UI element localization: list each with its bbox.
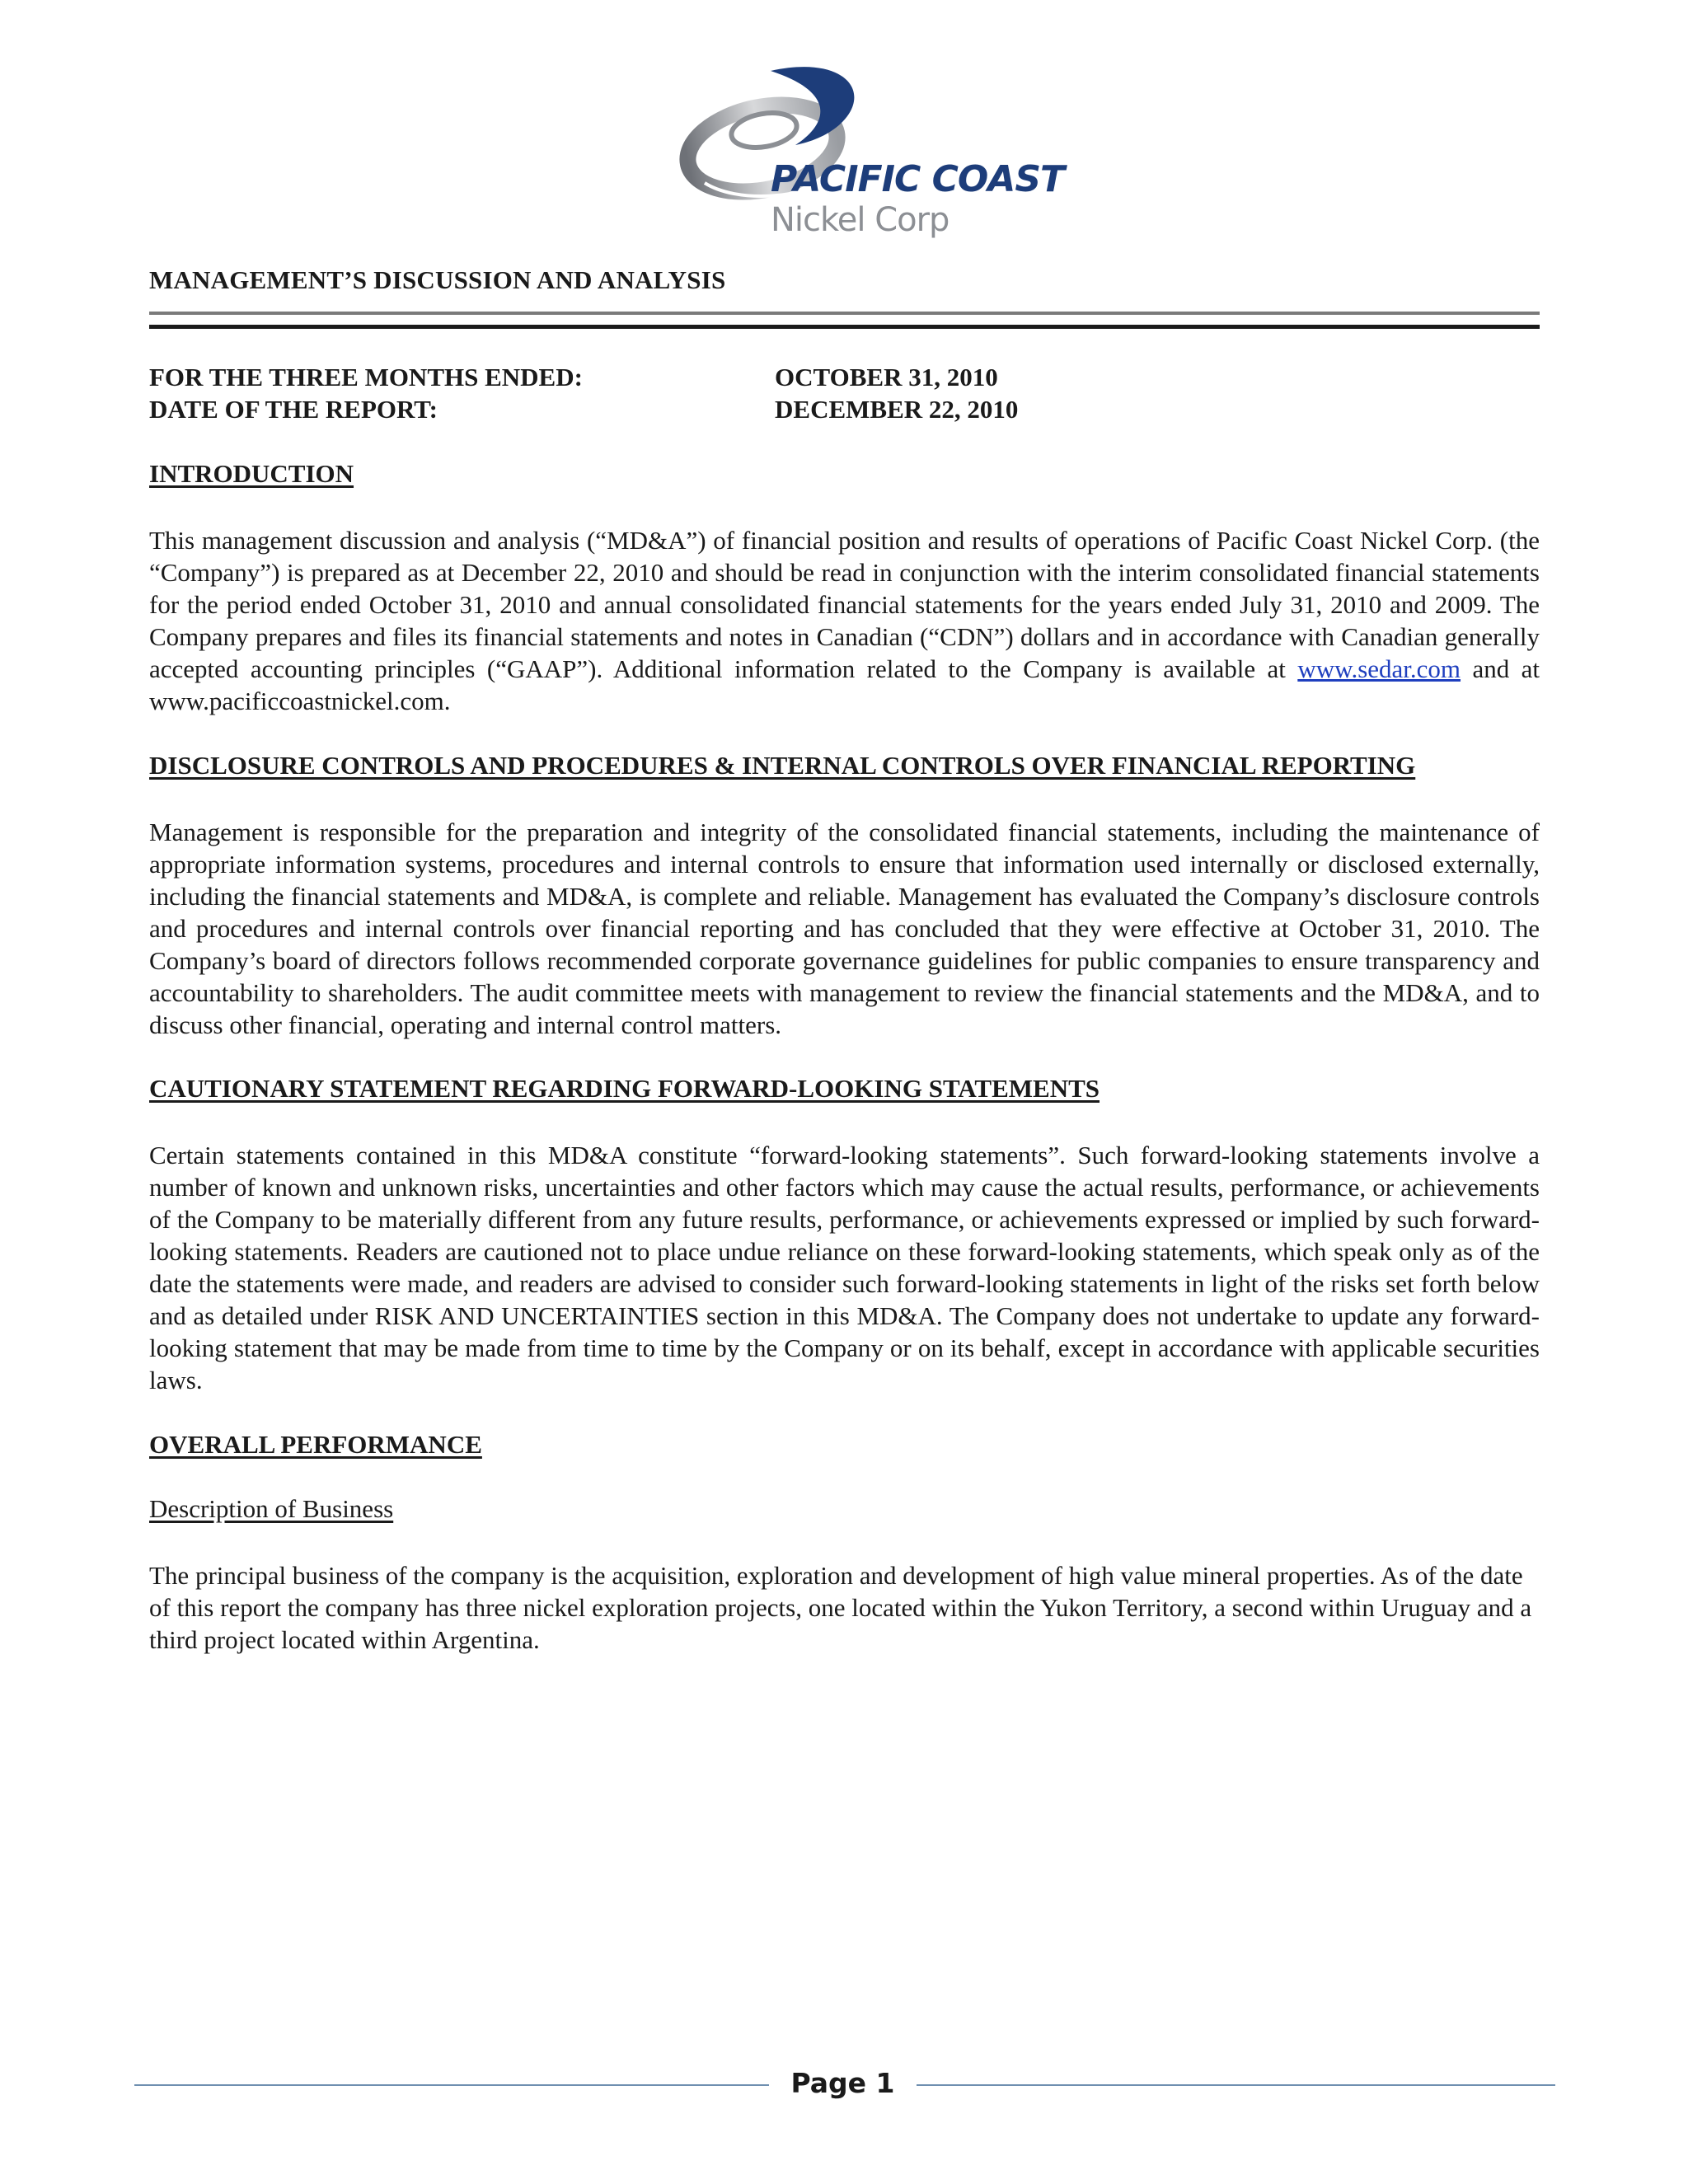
heading-disclosure-controls: DISCLOSURE CONTROLS AND PROCEDURES & INTERNAL CONTROLS OVER FINANCIAL REPORTING — [149, 751, 1416, 780]
paragraph-cautionary-statement: Certain statements contained in this MD&A constitute “forward-looking statements”. Such forward-looking statements involve a number of known and unknown risks, uncertainties and other factors which may cause the actual results, performance, or achievements of the Company to be materially different from any future results, performance, or achievements expressed or implied by such forward-looking statements. Readers are cautioned not to place undue reliance on these forward-looking statements, which speak only as of the date the statements were made, and readers are advised to consider such forward-looking statements in light of the risks set forth below and as detailed under RISK AND UNCERTAINTIES section in this MD&A. The Company does not undertake to update any forward-looking statement that may be made from time to time by the Company or on its behalf, except in accordance with applicable securities laws. — [149, 1141, 1540, 1394]
logo-text-line1: PACIFIC COAST — [771, 158, 1065, 200]
intro-text-after-link: and at www.pacificcoastnickel.com. — [149, 654, 1540, 715]
company-logo — [672, 59, 1065, 241]
paragraph-description-of-business: The principal business of the company is the acquisition, exploration and development of high value mineral properties. As of the date of this report the company has three nickel exploration projects, one located within the Yukon Territory, a second within Uruguay and a third project located within Argentina. — [149, 1561, 1532, 1654]
document-title: MANAGEMENT’S DISCUSSION AND ANALYSIS — [149, 265, 726, 294]
meta-label: DATE OF THE REPORT: — [149, 395, 438, 424]
meta-value: DECEMBER 22, 2010 — [775, 395, 1019, 424]
meta-row-report-date — [149, 395, 1221, 428]
paragraph-disclosure-controls: Management is responsible for the preparation and integrity of the consolidated financial statements, including the maintenance of appropriate information systems, procedures and internal controls to ensure that information used internally or disclosed externally, including the financial statements and MD&A, is complete and reliable. Management has evaluated the Company’s disclosure controls and procedures and internal controls over financial reporting and has concluded that they were effective at October 31, 2010. The Company’s board of directors follows recommended corporate governance guidelines for public companies to ensure transparency and accountability to shareholders. The audit committee meets with management to review the financial statements and the MD&A, and to discuss other financial, operating and internal control matters. — [149, 818, 1540, 1039]
logo-swoosh-graphic — [672, 59, 1065, 241]
sedar-link[interactable]: www.sedar.com — [1297, 654, 1461, 683]
subheading-description-of-business: Description of Business — [149, 1494, 394, 1523]
intro-text-before-link: This management discussion and analysis (“MD&A”) of financial position and results of operations of Pacific Coast Nickel Corp. (the “Company”) is prepared as at December 22, 2010 and should be read in conjunction with the interim consolidated financial statements for the period ended October 31, 2010 and annual consolidated financial statements for the years ended July 31, 2010 and 2009. The Company prepares and files its financial statements and notes in Canadian (“CDN”) dollars and in accordance with Canadian generally accepted accounting principles (“GAAP”). Additional information related to the Company is available at — [149, 526, 1540, 683]
title-rule-thin — [149, 312, 1540, 315]
meta-label: FOR THE THREE MONTHS ENDED: — [149, 363, 583, 391]
meta-row-period — [149, 363, 1221, 396]
footer-rule-right — [917, 2084, 1555, 2086]
logo-text-line2: Nickel Corp — [771, 201, 950, 239]
heading-introduction: INTRODUCTION — [149, 459, 354, 488]
heading-overall-performance: OVERALL PERFORMANCE — [149, 1430, 482, 1459]
title-rule-thick — [149, 325, 1540, 329]
heading-cautionary-statement: CAUTIONARY STATEMENT REGARDING FORWARD-LOOKING STATEMENTS — [149, 1074, 1100, 1103]
meta-value: OCTOBER 31, 2010 — [775, 363, 998, 391]
footer-rule-left — [134, 2084, 769, 2086]
paragraph-introduction — [149, 524, 1540, 717]
page-number: Page 1 — [790, 2067, 895, 2099]
